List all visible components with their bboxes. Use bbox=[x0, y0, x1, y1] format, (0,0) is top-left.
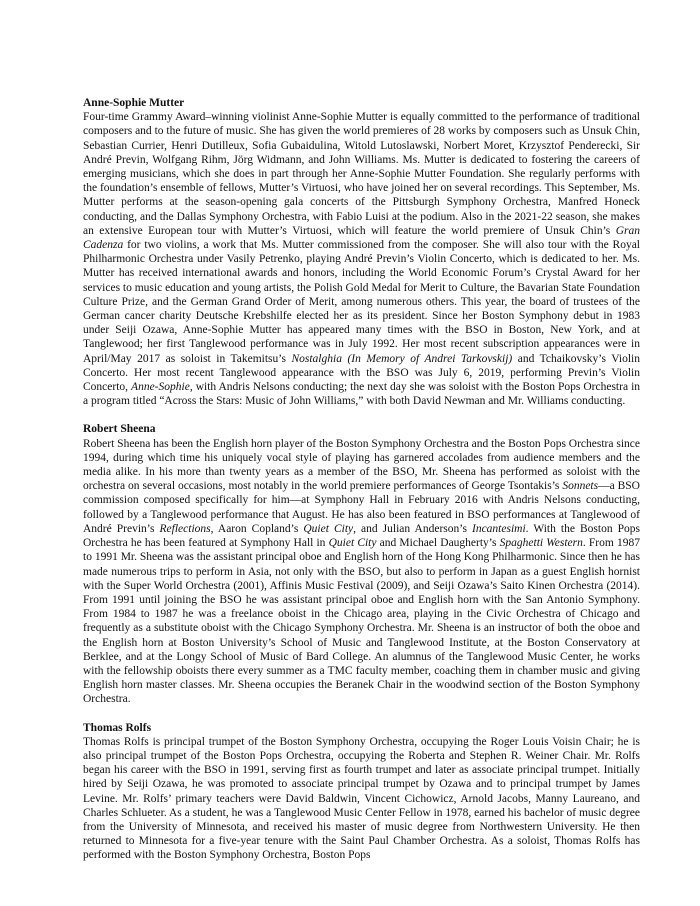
text-run: Robert Sheena has been the English horn player of the Boston Symphony Orchestra and the Boston Pops Orchestra since 1994, during which time his uniquely vocal style of playing has garnered accolades from audience members and the media alike. In his more than twenty years as a member of the BSO, Mr. Sheena has performed as soloist with the orchestra on several occasions, most notably in the world premiere performances of George Tsontakis’s bbox=[83, 437, 640, 493]
italic-title: Reflections bbox=[159, 522, 211, 535]
italic-title: Anne-Sophie bbox=[131, 381, 190, 394]
italic-title: Gran Cadenza bbox=[83, 224, 640, 252]
text-run: , Aaron Copland’s bbox=[210, 522, 304, 535]
bio-heading: Anne-Sophie Mutter bbox=[83, 97, 185, 109]
bio-heading: Thomas Rolfs bbox=[83, 721, 152, 734]
text-run: , and Julian Anderson’s bbox=[353, 522, 472, 535]
text-run: . With the Boston Pops Orchestra he has been featured at Symphony Hall in bbox=[83, 522, 641, 550]
text-run: and Tchaikovsky’s Violin Concerto. Her most recent Tanglewood appearance with the BSO was July 6, 2019, performing Previn’s Violin Concerto, bbox=[83, 352, 640, 394]
italic-title: Quiet City bbox=[328, 537, 377, 550]
text-run: Four-time Grammy Award–winning violinist Anne-Sophie Mutter is equally committed to the performance of traditional composers and to the future of music. She has given the world premieres of 28 works by composers such as Unsuk Chin, Sebastian Currier, Henri Dutilleux, Sofia Gubaidulina, Witold Lutoslawski, Norbert Moret, Krzysztof Penderecki, Sir André Previn, Wolfgang Rihm, Jörg Widmann, and John Williams. Ms. Mutter is dedicated to fostering the careers of emerging musicians, which she does in part through her Anne-Sophie Mutter Foundation. She regularly performs with the foundation’s ensemble of fellows, Mutter’s Virtuosi, who have joined her on several recordings. This September, Ms. Mutter performs at the season-opening gala concerts of the Pittsburgh Symphony Orchestra, Manfred Honeck conducting, and the Dallas Symphony Orchestra, with Fabio Luisi at the podium. Also in the 2021-22 season, she makes an extensive European tour with Mutter’s Virtuosi, which will feature the world premiere of Unsuk Chin’s bbox=[83, 111, 640, 237]
text-run: Thomas Rolfs is principal trumpet of the Boston Symphony Orchestra, occupying the Roger Louis Voisin Chair; he is also principal trumpet of the Boston Pops Orchestra, occupying the Roberta and Stephen R. Weiner Chair. Mr. Rolfs began his career with the BSO in 1991, serving first as fourth trumpet and later as associate principal trumpet. Initially hired by Seiji Ozawa, he was promoted to associate principal trumpet by Ozawa and to principal trumpet by James Levine. Mr. Rolfs’ primary teachers were David Baldwin, Vincent Cichowicz, Arnold Jacobs, Manny Laureano, and Charles Schlueter. As a student, he was a Tanglewood Music Center Fellow in 1978, earned his bachelor of music degree from the University of Minnesota, and received his master of music degree from Northwestern University. He then returned to Minnesota for a five-year tenure with the Saint Paul Chamber Orchestra. As a soloist, Thomas Rolfs has performed with the Boston Symphony Orchestra, Boston Pops bbox=[83, 735, 640, 862]
italic-title: Quiet City bbox=[303, 522, 354, 535]
italic-title: Sonnets bbox=[562, 480, 599, 493]
bio-paragraph bbox=[83, 735, 640, 863]
italic-title: Spaghetti Western bbox=[499, 537, 583, 550]
bio-paragraph bbox=[83, 437, 640, 707]
text-run: —a BSO commission composed specifically for him—at Symphony Hall in February 2016 with Andris Nelsons conducting, followed by a Tanglewood performance that August. He has also been featured in BSO performances at Tanglewood of André Previn’s bbox=[83, 480, 640, 535]
bio-paragraph bbox=[83, 110, 640, 408]
text-run: for two violins, a work that Ms. Mutter commissioned from the composer. She will also tour with the Royal Philharmonic Orchestra under Vasily Petrenko, playing André Previn’s Violin Concerto, which is dedicated to her. Ms. Mutter has received international awards and honors, including the World Economic Forum’s Crystal Award for her services to music education and young artists, the Polish Gold Medal for Merit to Culture, the Bavarian State Foundation Culture Prize, and the German Grand Order of Merit, among numerous others. This year, the board of trustees of the German cancer charity Deutsche Krebshilfe elected her as its president. Since her Boston Symphony debut in 1983 under Seiji Ozawa, Anne-Sophie Mutter has appeared many times with the BSO in Boston, New York, and at Tanglewood; her first Tanglewood performance was in July 1992. Her most recent subscription appearances were in April/May 2017 as soloist in Takemitsu’s bbox=[83, 239, 641, 365]
bio-heading: Robert Sheena bbox=[83, 423, 156, 436]
text-run: and Michael Daugherty’s bbox=[376, 537, 500, 550]
bio-thomas-rolfs bbox=[83, 721, 640, 863]
italic-title: Incantesimi bbox=[471, 522, 526, 535]
bio-anne-sophie-mutter bbox=[83, 96, 640, 408]
text-run: . From 1987 to 1991 Mr. Sheena was the assistant principal oboe and English horn of the Hong Kong Philharmonic. Since then he has made numerous trips to perform in Asia, not only with the BSO, but also to perform in Japan as a guest English hornist with the Super World Orchestra (2001), Affinis Music Festival (2009), and Seiji Ozawa’s Saito Kinen Orchestra (2014). From 1991 until joining the BSO he was assistant principal oboe and English horn with the San Antonio Symphony. From 1984 to 1987 he was a freelance oboist in the Chicago area, playing in the Civic Orchestra of Chicago and frequently as a substitute oboist with the Chicago Symphony Orchestra. Mr. Sheena is an instructor of both the oboe and the English horn at Boston University’s School of Music and Tanglewood Institute, at the Boston Conservatory at Berklee, and at the Longy School of Music of Bard College. An alumnus of the Tanglewood Music Center, he works with the fellowship oboists there every summer as a TMC faculty member, coaching them in chamber music and giving English horn master classes. Mr. Sheena occupies the Beranek Chair in the woodwind section of the Boston Symphony Orchestra. bbox=[83, 537, 641, 706]
text-run: , with Andris Nelsons conducting; the next day she was soloist with the Boston Pops Orchestra in a program titled “Across the Stars: Music of John Williams,” with both David Newman and Mr. Williams conducting. bbox=[83, 381, 641, 408]
bio-robert-sheena bbox=[83, 422, 640, 706]
italic-title: Nostalghia (In Memory of Andrei Tarkovskij) bbox=[291, 352, 513, 365]
